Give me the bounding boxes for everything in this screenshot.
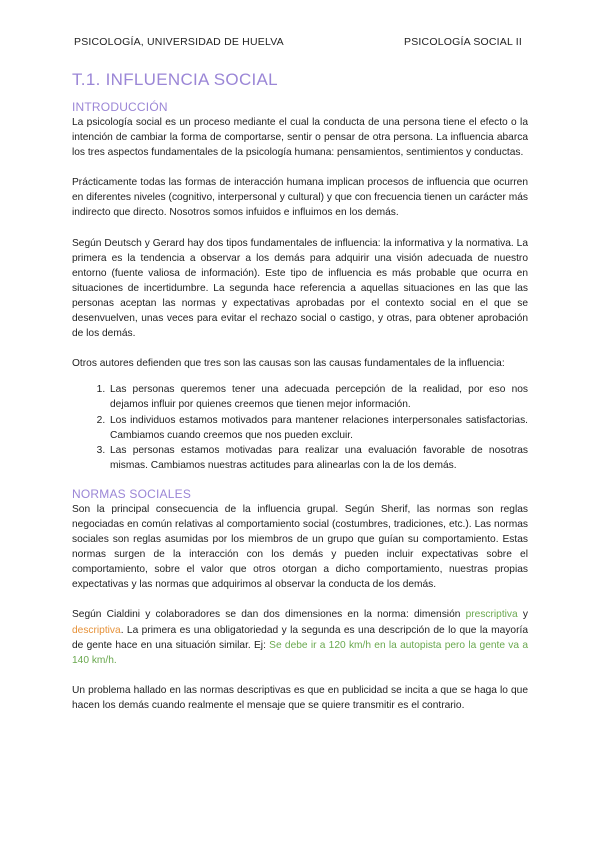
section-heading-normas: NORMAS SOCIALES (72, 486, 192, 501)
paragraph-normas-1: Son la principal consecuencia de la influencia grupal. Según Sherif, las normas son reglas negociadas en común relativas al comportamiento social (costumbres, tradiciones, etc.). Las normas sociales son reglas asumidas por los miembros de un grupo que guían su comportamiento. Estas normas surgen de la interacción con los demás y pueden incluir expectativas sobre el comportamiento, sobre el valor que otros otorgan a dicho comportamiento, nuestras propias expectativas y las normas que adquirimos al observar la conducta de los demás. (72, 503, 528, 591)
text-segment: . La primera es una obligatoriedad y la segunda es una descripción de lo que la mayoría de gente hace en una situación similar. Ej: (72, 624, 528, 651)
highlight-prescriptiva: prescriptiva (465, 609, 518, 621)
list-item: 2. Los individuos estamos motivados para mantener relaciones interpersonales satisfactorias. Cambiamos cuando creemos que nos pueden excluir. (108, 413, 528, 443)
paragraph-normas-2 (72, 607, 528, 667)
list-item: 1. Las personas queremos tener una adecuada percepción de la realidad, por eso nos dejamos influir por quienes creemos que tienen mejor información. (108, 382, 528, 412)
section-heading-introduccion: INTRODUCCIÓN (72, 100, 168, 114)
causes-list (72, 382, 528, 473)
highlight-example: Se debe ir a 120 km/h en la autopista pero la gente va a 140 km/h. (72, 639, 528, 666)
header-right: PSICOLOGÍA SOCIAL II (404, 36, 522, 48)
page-title: T.1. INFLUENCIA SOCIAL (72, 70, 278, 89)
list-item: 3. Las personas estamos motivadas para realizar una evaluación favorable de nosotras mismas. Cambiamos nuestras actitudes para alinearlas con la de los demás. (108, 443, 528, 473)
paragraph-intro-1: La psicología social es un proceso mediante el cual la conducta de una persona tiene el efecto o la intención de cambiar la forma de comportarse, sentir o pensar de otra persona. La influencia abarca los tres aspectos fundamentales de la psicología humana: pensamientos, sentimientos y conductas. (72, 117, 528, 159)
paragraph-intro-4: Otros autores defienden que tres son las causas son las causas fundamentales de la influencia: (72, 358, 505, 370)
paragraph-normas-3: Un problema hallado en las normas descriptivas es que en publicidad se incita a que se haga lo que hacen los demás cuando realmente el mensaje que se quiere transmitir es el contrario. (72, 684, 528, 711)
paragraph-intro-3: Según Deutsch y Gerard hay dos tipos fundamentales de influencia: la informativa y la normativa. La primera es la tendencia a observar a los demás para adquirir una visión adecuada de nuestro entorno (fuente valiosa de información). Este tipo de influencia es más probable que ocurra en situaciones de incertidumbre. La segunda hace referencia a aquellas situaciones en las que las personas aceptan las normas y expectativas aprobadas por el contexto social en el que se desenvuelven, unas veces para evitar el rechazo social o castigo, y otras, para obtener aprobación de los demás. (72, 237, 528, 340)
text-segment: Según Cialdini y colaboradores se dan dos dimensiones en la norma: dimensión (72, 609, 466, 621)
text-segment: y (517, 609, 528, 621)
header-left: PSICOLOGÍA, UNIVERSIDAD DE HUELVA (74, 36, 284, 48)
document-body (72, 70, 528, 728)
paragraph-intro-2: Prácticamente todas las formas de interacción humana implican procesos de influencia que ocurren en diferentes niveles (cognitivo, interpersonal y cultural) y que con frecuencia tienen un carácter más indirecto que directo. Nosotros somos infuidos e influimos en los demás. (72, 177, 528, 219)
highlight-descriptiva: descriptiva (72, 624, 121, 636)
